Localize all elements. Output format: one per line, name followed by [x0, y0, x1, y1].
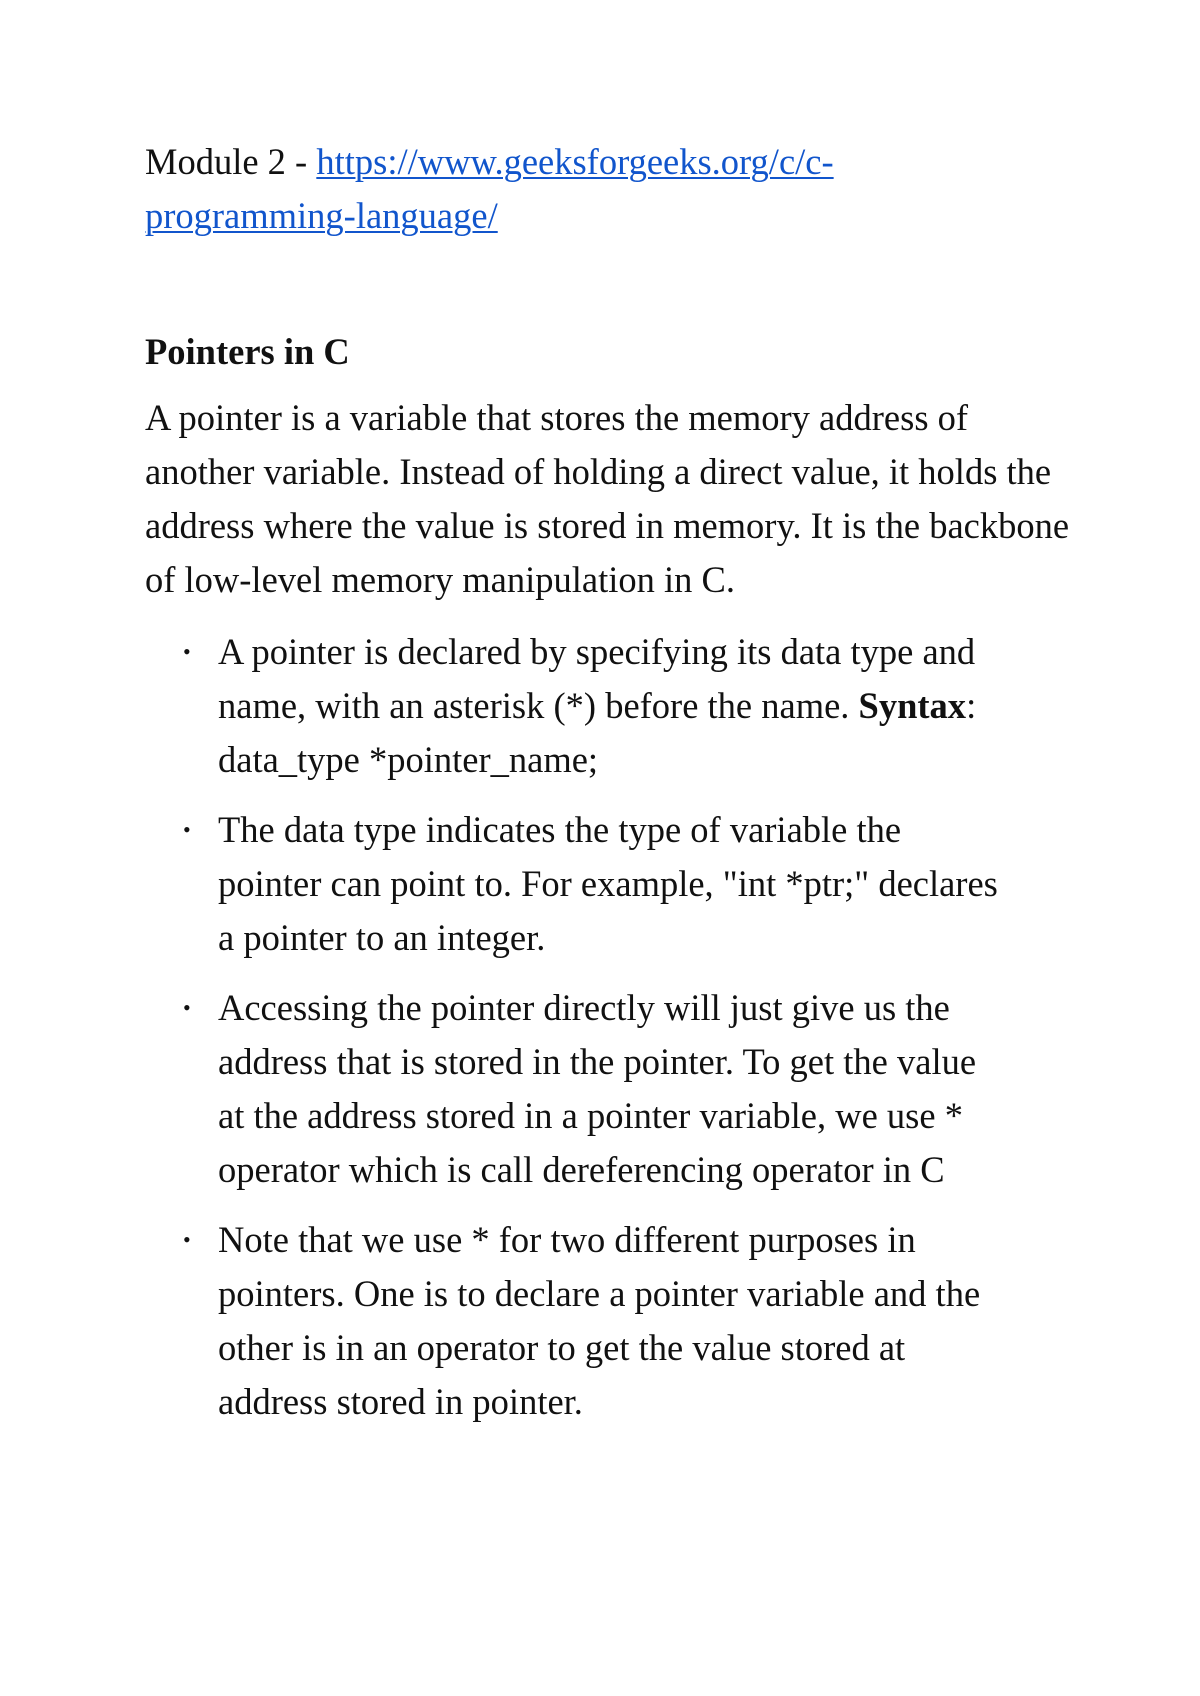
syntax-text: : data_type *pointer_name; — [218, 685, 977, 780]
syntax-label: Syntax — [858, 685, 967, 726]
bullet-icon: • — [183, 995, 191, 1020]
bullet-icon: • — [183, 817, 191, 842]
module-header — [145, 135, 1085, 243]
bullet-icon: • — [183, 1227, 191, 1252]
list-item — [145, 1213, 1008, 1429]
intro-paragraph: A pointer is a variable that stores the memory address of another variable. Instead of holding a direct value, it holds the address where the value is stored in memory. It is the backbone of low-level memory manipulation in C. — [145, 397, 1070, 600]
module-label: Module 2 - — [145, 141, 317, 182]
bullet-text: Note that we use * for two different purposes in pointers. One is to declare a pointer variable and the other is in an operator to get the value stored at address stored in pointer. — [218, 1219, 981, 1422]
bullet-text: The data type indicates the type of variable the pointer can point to. For example, "int *ptr;" declares a pointer to an integer. — [218, 809, 998, 958]
section-title: Pointers in C — [145, 331, 350, 372]
list-item — [145, 803, 1008, 965]
bullet-text: Accessing the pointer directly will just give us the address that is stored in the pointer. To get the value at the address stored in a pointer variable, we use * operator which is call dereferencing operator in C — [218, 987, 977, 1190]
bullet-text: A pointer is declared by specifying its data type and name, with an asterisk (*) before the name. — [218, 631, 976, 726]
list-item — [145, 625, 1008, 787]
list-item — [145, 981, 1008, 1197]
module-link-line1: https://www.geeksforgeeks.org/c/c- — [316, 141, 834, 182]
module-link-line2: programming-language/ — [145, 195, 498, 236]
bullet-icon: • — [183, 639, 191, 664]
document-page — [145, 135, 1085, 1445]
bullet-list — [145, 625, 1085, 1429]
